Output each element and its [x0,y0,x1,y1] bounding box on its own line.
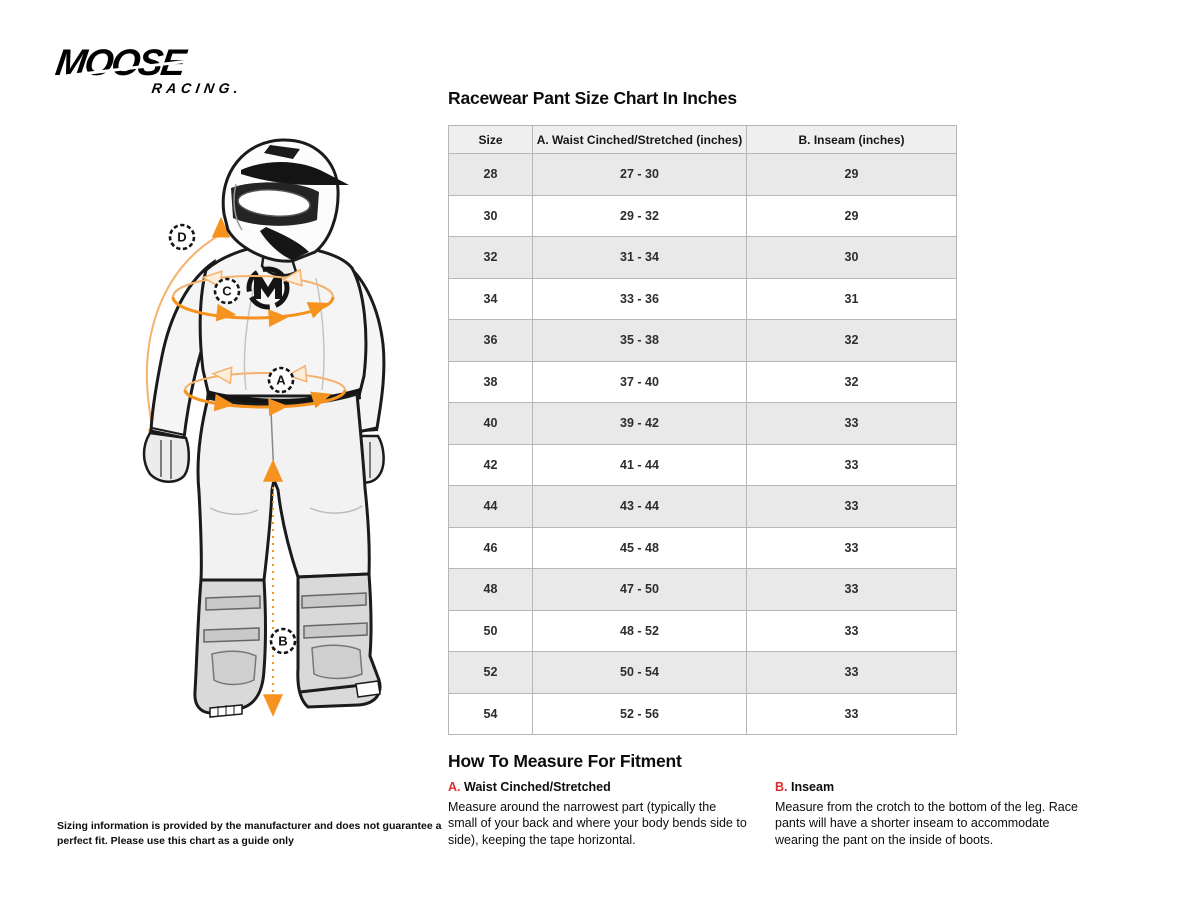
marker-c [215,279,239,303]
left-boot [195,580,266,717]
pants [198,394,369,580]
table-cell: 29 [747,195,957,237]
table-cell: 33 [747,486,957,528]
measure-letter-b: B. [775,780,788,794]
rider-illustration [60,128,420,743]
table-cell: 39 - 42 [533,403,747,445]
table-row [449,154,957,196]
table-cell: 29 [747,154,957,196]
brand-logo-subtext: RACING. [150,80,244,96]
table-cell: 32 [449,237,533,279]
table-row [449,486,957,528]
measure-letter-a: A. [448,780,461,794]
table-row [449,652,957,694]
size-chart-title: Racewear Pant Size Chart In Inches [448,88,737,108]
table-cell: 37 - 40 [533,361,747,403]
brand-logo [51,44,258,96]
table-cell: 46 [449,527,533,569]
marker-d [170,225,194,249]
measure-section-inseam-heading [775,779,1083,796]
table-cell: 32 [747,320,957,362]
size-table-body [449,154,957,735]
table-row [449,320,957,362]
measure-label-waist: Waist Cinched/Stretched [463,780,611,794]
table-cell: 45 - 48 [533,527,747,569]
table-cell: 52 - 56 [533,693,747,735]
marker-b [271,629,295,653]
brand-logo-wordmark: MOOSE [53,42,187,83]
measure-section-waist [448,779,748,849]
table-cell: 52 [449,652,533,694]
column-header-waist: A. Waist Cinched/Stretched (inches) [533,126,747,154]
size-chart-header [449,126,957,154]
table-row [449,610,957,652]
table-cell: 33 [747,610,957,652]
svg-text:C: C [222,283,232,299]
svg-text:A: A [276,372,286,388]
table-cell: 50 - 54 [533,652,747,694]
measure-section-waist-heading [448,779,748,796]
table-cell: 29 - 32 [533,195,747,237]
measure-text-inseam: Measure from the crotch to the bottom of the leg. Race pants will have a shorter inseam to accommodate wearing the pant on the inside of boots. [775,799,1078,847]
table-cell: 43 - 44 [533,486,747,528]
table-cell: 28 [449,154,533,196]
table-cell: 44 [449,486,533,528]
table-row [449,361,957,403]
sizing-disclaimer: Sizing information is provided by the manufacturer and does not guarantee a perfect fit. Please use this chart as a guide only [57,820,442,847]
table-row [449,195,957,237]
table-row [449,237,957,279]
table-row [449,693,957,735]
table-row [449,403,957,445]
helmet [223,140,349,261]
table-cell: 33 [747,403,957,445]
table-cell: 36 [449,320,533,362]
table-cell: 47 - 50 [533,569,747,611]
measure-label-inseam: Inseam [790,780,835,794]
table-cell: 35 - 38 [533,320,747,362]
table-cell: 42 [449,444,533,486]
table-cell: 33 [747,527,957,569]
table-cell: 33 [747,569,957,611]
how-to-measure-title: How To Measure For Fitment [448,751,682,771]
table-row [449,569,957,611]
table-cell: 48 [449,569,533,611]
measure-text-waist: Measure around the narrowest part (typically the small of your back and where your body bends side to side), keeping the tape horizontal. [448,799,747,847]
table-cell: 32 [747,361,957,403]
table-cell: 40 [449,403,533,445]
right-boot [298,574,380,707]
table-cell: 50 [449,610,533,652]
table-cell: 33 - 36 [533,278,747,320]
header-row [449,126,957,154]
table-cell: 54 [449,693,533,735]
table-cell: 38 [449,361,533,403]
column-header-size: Size [449,126,533,154]
table-row [449,444,957,486]
column-header-inseam: B. Inseam (inches) [747,126,957,154]
svg-text:D: D [177,229,187,245]
table-cell: 33 [747,652,957,694]
table-cell: 31 [747,278,957,320]
table-cell: 30 [449,195,533,237]
table-cell: 27 - 30 [533,154,747,196]
table-cell: 30 [747,237,957,279]
table-cell: 33 [747,444,957,486]
table-cell: 41 - 44 [533,444,747,486]
measure-section-inseam [775,779,1083,849]
table-cell: 33 [747,693,957,735]
table-cell: 48 - 52 [533,610,747,652]
table-row [449,278,957,320]
table-row [449,527,957,569]
size-chart-table [448,125,957,735]
table-cell: 31 - 34 [533,237,747,279]
table-cell: 34 [449,278,533,320]
marker-a [269,368,293,392]
svg-text:B: B [278,633,288,649]
